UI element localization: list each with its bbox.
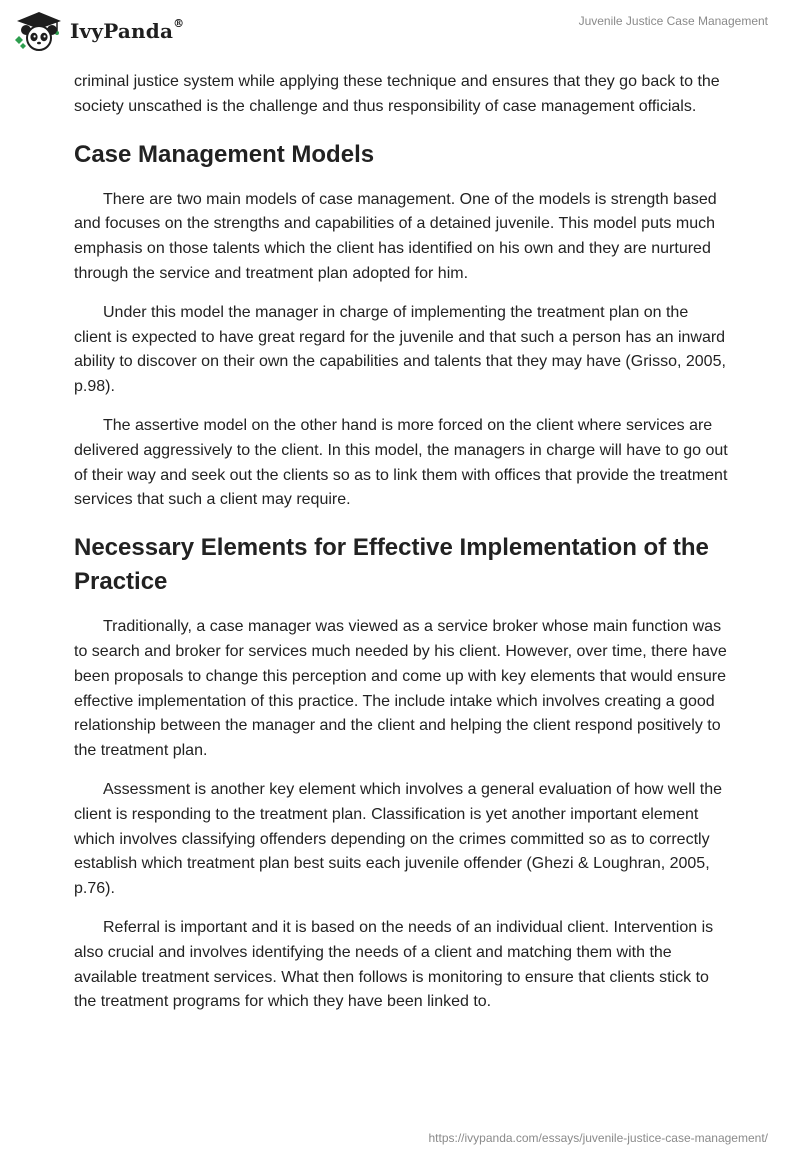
paragraph: There are two main models of case management. One of the models is strength based and focuses on the strengths and capabilities of a detained juvenile. This model puts much emphasis on those talents which the client has identified on his own and they are nurtured through the service and treatment plan adopted for him.	[74, 190, 717, 282]
section-heading-case-management-models: Case Management Models	[74, 140, 375, 168]
paragraph: Under this model the manager in charge of implementing the treatment plan on the client is expected to have great regard for the juvenile and that such a person has an inward ability to discover on their own the capabilities and talents that they may have (Grisso, 2005, p.98).	[74, 303, 726, 396]
paragraph: Traditionally, a case manager was viewed as a service broker whose main function was to search and broker for services much needed by his client. However, over time, there have been proposals to change this perception and come up with key elements that would ensure effective implementation of this practice. The include intake which involves creating a good relationship between the manager and the client and helping the client respond positively to the treatment plan.	[74, 618, 727, 760]
intro-paragraph: criminal justice system while applying these technique and ensures that they go back to the society unscathed is the challenge and thus responsibility of case management officials.	[74, 73, 720, 115]
page-header	[0, 0, 800, 60]
paragraph: Assessment is another key element which involves a general evaluation of how well the client is responding to the treatment plan. Classification is yet another important element which involves classifying offenders depending on the crimes committed so as to correctly establish which treatment plan best suits each juvenile offender (Ghezi & Loughran, 2005, p.76).	[74, 780, 722, 898]
document-title: Juvenile Justice Case Management	[578, 14, 768, 28]
source-url[interactable]: https://ivypanda.com/essays/juvenile-justice-case-management/	[428, 1131, 768, 1145]
paragraph: The assertive model on the other hand is more forced on the client where services are delivered aggressively to the client. In this model, the managers in charge will have to go out of their way and seek out the clients so as to link them with offices that provide the treatment services that such a client may require.	[74, 416, 728, 509]
panda-graduate-icon	[14, 10, 64, 52]
ivypanda-logo[interactable]	[14, 10, 184, 52]
paragraph: Referral is important and it is based on the needs of an individual client. Intervention is also crucial and involves identifying the needs of a client and matching them with the available treatment services. What then follows is monitoring to ensure that clients stick to the treatment programs for which they have been linked to.	[74, 918, 714, 1011]
brand-name: IvyPanda®	[70, 17, 185, 43]
section-heading-necessary-elements: Necessary Elements for Effective Implementation of the Practice	[74, 534, 709, 596]
essay-content	[74, 70, 730, 1029]
